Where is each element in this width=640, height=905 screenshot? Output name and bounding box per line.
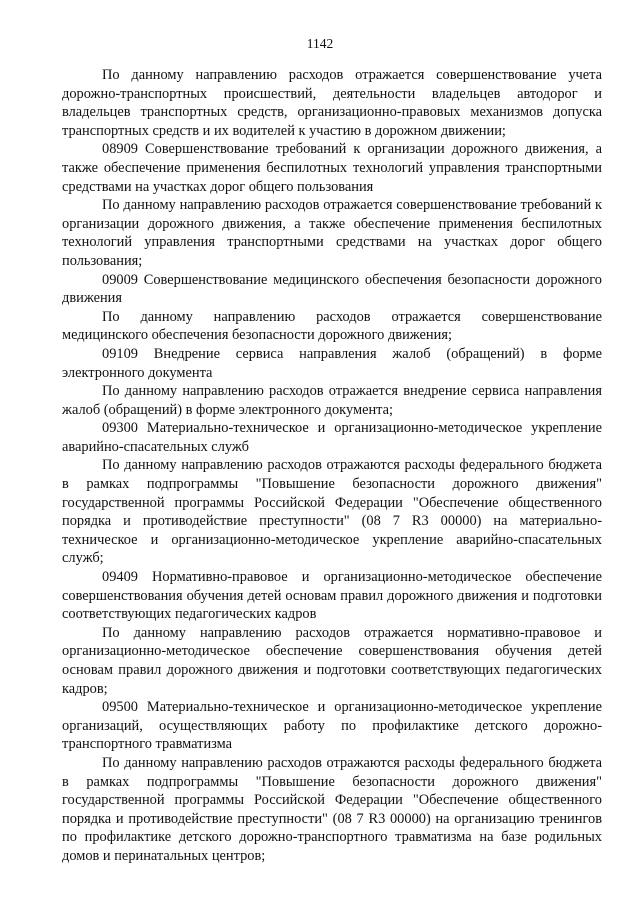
page-number: 1142 — [306, 36, 334, 51]
paragraph: По данному направлению расходов отражается нормативно-правовое и организационно-методическое обеспечение совершенствования обучения детей основам правил дорожного движения и подготовки соответствующих педагогических кадров; — [62, 624, 602, 697]
paragraph: По данному направлению расходов отражается внедрение сервиса направления жалоб (обращений) в форме электронного документа; — [62, 383, 602, 418]
paragraph: По данному направлению расходов отражаются расходы федерального бюджета в рамках подпрограммы "Повышение безопасности дорожного движения" государственной программы Российской Федерации "Обеспечение общественного порядка и противодействие преступности" (08 7 R3 00000) на материально-техническое и организационно-методическое укрепление аварийно-спасательных служб; — [62, 457, 602, 567]
paragraph: По данному направлению расходов отражаются расходы федерального бюджета в рамках подпрограммы "Повышение безопасности дорожного движения" государственной программы Российской Федерации "Обеспечение общественного порядка и противодействие преступности" (08 7 R3 00000) на организацию тренингов по профилактике детского дорожно-транспортного травматизма на базе родильных домов и перинатальных центров; — [62, 754, 602, 864]
paragraph: По данному направлению расходов отражается совершенствование требований к организации дорожного движения, а также обеспечение применения беспилотных технологий управления транспортными средствами на участках дорог общего пользования; — [62, 197, 602, 269]
section-heading: 09409 Нормативно-правовое и организационно-методическое обеспечение совершенствования обучения детей основам правил дорожного движения и подготовки соответствующих педагогических кадров — [62, 569, 602, 623]
paragraph: По данному направлению расходов отражается совершенствование учета дорожно-транспортных происшествий, деятельности владельцев автодорог и владельцев транспортных средств, организационно-правовых механизмов допуска транспортных средств и их водителей к участию в дорожном движении; — [62, 67, 602, 139]
section-heading: 09300 Материально-техническое и организационно-методическое укрепление аварийно-спасательных служб — [62, 420, 602, 455]
section-heading: 08909 Совершенствование требований к организации дорожного движения, а также обеспечение применения беспилотных технологий управления транспортными средствами на участках дорог общего пользования — [62, 141, 602, 195]
section-heading: 09009 Совершенствование медицинского обеспечения безопасности дорожного движения — [62, 271, 602, 307]
paragraph: По данному направлению расходов отражается совершенствование медицинского обеспечения безопасности дорожного движения; — [62, 308, 602, 344]
document-body — [62, 66, 602, 866]
section-heading: 09109 Внедрение сервиса направления жалоб (обращений) в форме электронного документа — [62, 345, 602, 381]
section-heading: 09500 Материально-техническое и организационно-методическое укрепление организаций, осуществляющих работу по профилактике детского дорожно-транспортного травматизма — [62, 699, 602, 753]
